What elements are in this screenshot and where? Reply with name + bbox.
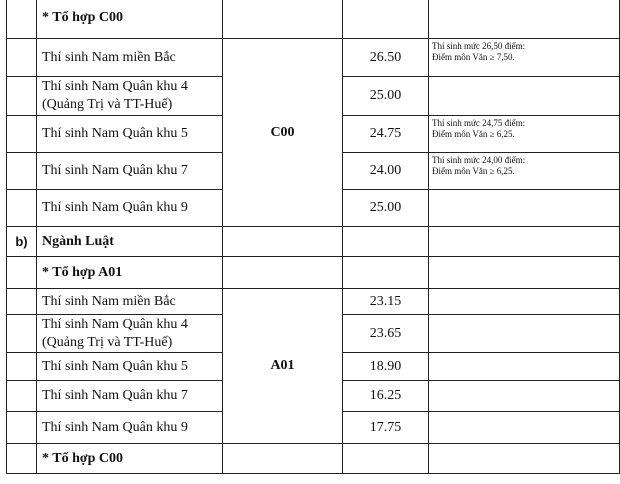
combo-header-row [7,257,620,289]
empty-cell [7,0,37,39]
score-value: 25.00 [343,190,429,227]
note-cell [429,39,620,77]
candidate-group: Thí sinh Nam miền Bắc [37,39,223,77]
note-line: Điểm môn Văn ≥ 6,25. [432,129,515,139]
note-cell [429,153,620,190]
score-value: 23.15 [343,289,429,315]
group-code: C00 [223,39,343,227]
candidate-group: Thí sinh Nam Quân khu 4 (Quảng Trị và TT-Huế) [37,315,223,353]
note-cell [429,116,620,153]
combo-header: * Tổ hợp A01 [37,257,223,289]
table-row [7,289,620,315]
combo-header: * Tổ hợp C00 [37,0,223,39]
candidate-group: Thí sinh Nam Quân khu 9 [37,190,223,227]
candidate-group: Thí sinh Nam Quân khu 4 (Quảng Trị và TT-Huế) [37,77,223,116]
score-value: 17.75 [343,412,429,444]
table-row [7,39,620,77]
score-value: 25.00 [343,77,429,116]
section-label: b) [7,227,37,257]
note-line: Thí sinh mức 24,75 điểm: [432,118,526,128]
candidate-group: Thí sinh Nam Quân khu 7 [37,153,223,190]
score-value: 18.90 [343,353,429,381]
candidate-group: Thí sinh Nam Quân khu 5 [37,353,223,381]
combo-header-row [7,444,620,474]
combo-header-row [7,0,620,39]
candidate-group: Thí sinh Nam Quân khu 7 [37,381,223,412]
score-value: 16.25 [343,381,429,412]
score-value: 26.50 [343,39,429,77]
note-line: Điểm môn Văn ≥ 7,50. [432,52,515,62]
admission-score-table [6,0,620,474]
combo-header: * Tổ hợp C00 [37,444,223,474]
major-name: Ngành Luật [37,227,223,257]
candidate-group: Thí sinh Nam Quân khu 9 [37,412,223,444]
major-row [7,227,620,257]
candidate-group: Thí sinh Nam Quân khu 5 [37,116,223,153]
group-code: A01 [223,289,343,444]
score-value: 23.65 [343,315,429,353]
candidate-group: Thí sinh Nam miền Bắc [37,289,223,315]
note-line: Điểm môn Văn ≥ 6,25. [432,166,515,176]
note-line: Thí sinh mức 26,50 điểm: [432,41,526,51]
note-line: Thí sinh mức 24,00 điểm: [432,155,526,165]
score-value: 24.00 [343,153,429,190]
score-value: 24.75 [343,116,429,153]
